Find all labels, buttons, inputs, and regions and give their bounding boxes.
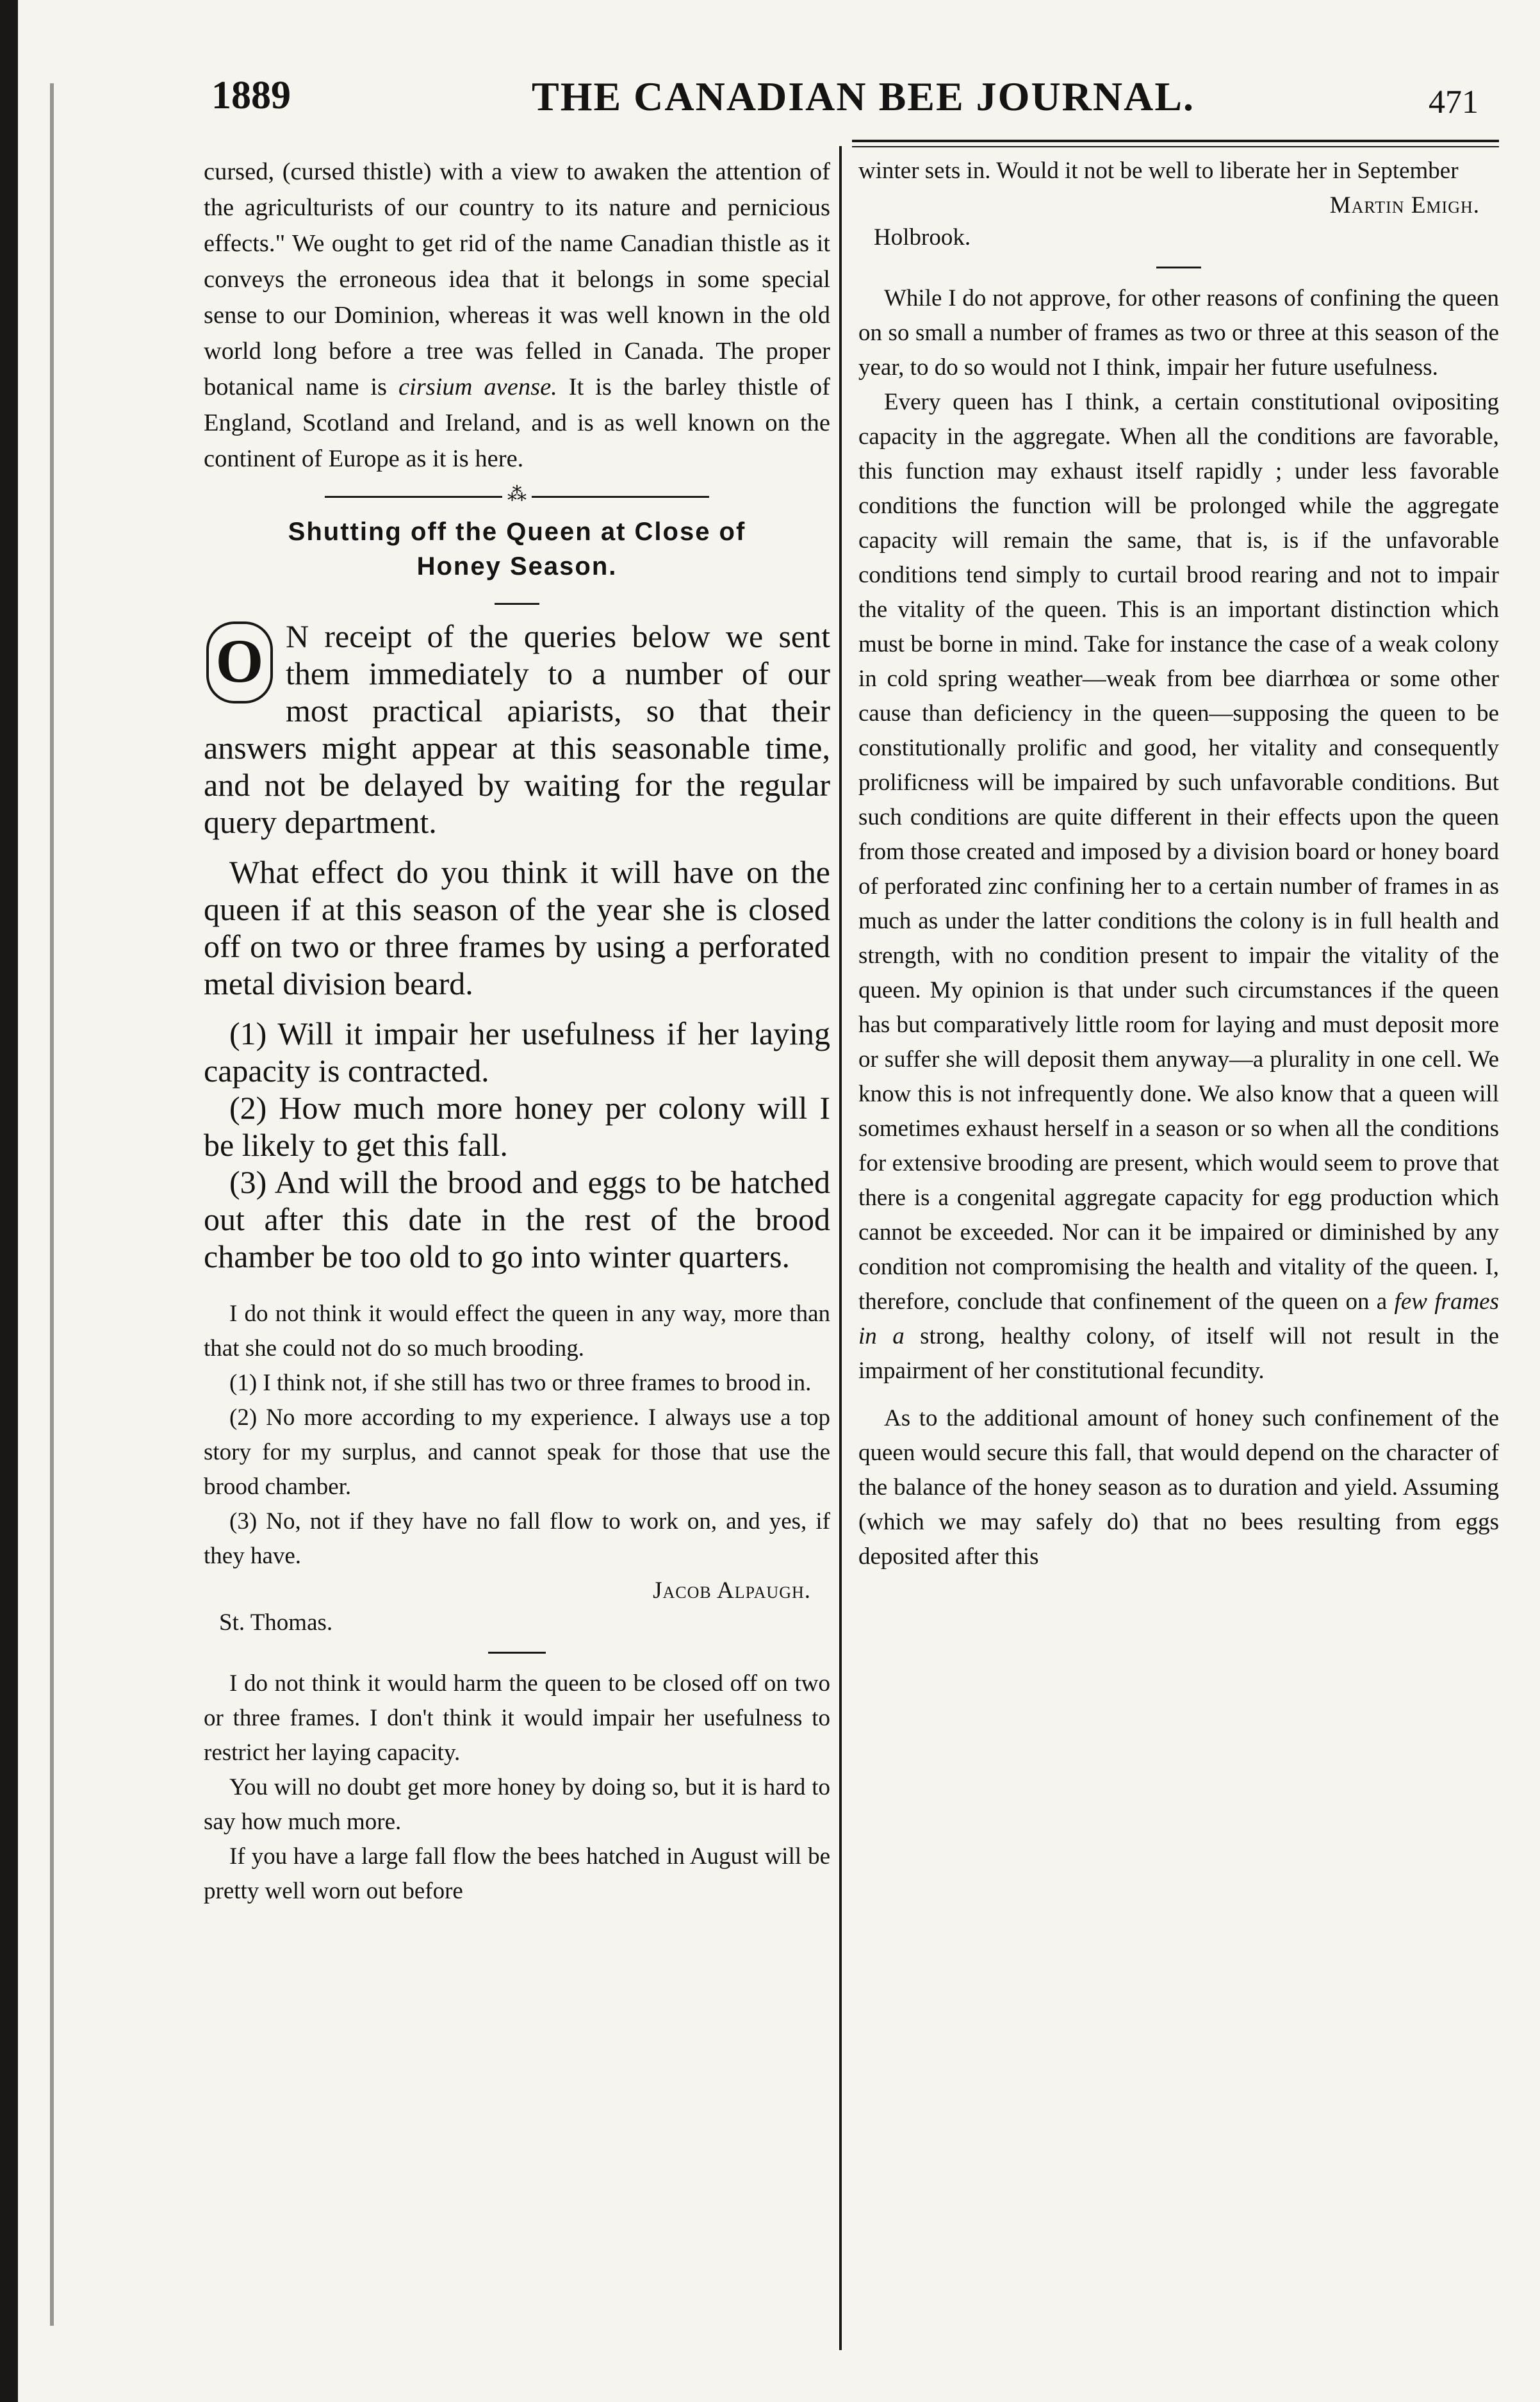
intro-text: N receipt of the queries below we sent them immediately to a number of our most practical apiarists, so that their answers might appear at this seasonable time, and not be delayed by waiting for the regular query department. <box>204 618 830 840</box>
signature-alpaugh: Jacob Alpaugh. <box>653 1577 811 1604</box>
text-run: It is the barley thistle of England, Scotland and Ireland, and is as well known on the continent of Europe as it is here. <box>204 374 830 472</box>
drop-cap: O <box>206 621 273 703</box>
answer-2-continued: winter sets in. Would it not be well to liberate her in September <box>858 158 1459 184</box>
text-run: cursed, (cursed thistle) with a view to awaken the attention of the agriculturists of our country to its nature and pernicious effects." We ought to get rid of the name Canadian thistle as it conveys the erroneous idea that it belongs in some special sense to our Dominion, whereas it was well known in the old world long before a tree was felled in Canada. The proper botanical name is <box>204 158 830 400</box>
answer-3-part-1: While I do not approve, for other reasons of confining the queen on so small a number of frames as two or three at this season of the year, to do so would not I think, impair her future usefulness. <box>858 285 1499 381</box>
section-ornament <box>325 484 709 505</box>
answer-1-part-3: (3) No, not if they have no fall flow to work on, and yes, if they have. <box>204 1508 830 1569</box>
journal-title: THE CANADIAN BEE JOURNAL. <box>532 74 1195 119</box>
query-3: (3) And will the brood and eggs to be hatched out after this date in the rest of the brood chamber be too old to go into winter quarters. <box>204 1164 830 1274</box>
text-run: Every queen has I think, a certain constitutional ovipositing capacity in the aggregate. When all the conditions are favorable, this function may exhaust itself rapidly ; under less favorable conditions the function will be prolonged while the aggregate capacity will remain the same, that is, is if the unfavorable conditions tend simply to curtail brood rearing and not to impair the vitality of the queen. This is an important distinction which must be borne in mind. Take for instance the case of a weak colony in cold spring weather—weak from bee diarrhœa or some other cause than deficiency in the queen—supposing the queen to be constitutionally prolific and good, her vitality and consequently prolificness will be impaired by such unfavorable conditions. But such conditions are quite different in their effects upon the queen from those created and imposed by a division board or honey board of perforated zinc confining her to a certain number of frames in as much as under the latter conditions the colony is in full health and strength, with no condition present to impair the vitality of the queen. My opinion is that under such circumstances if the queen has but comparatively little room for laying and must deposit more or suffer she will deposit them anyway—a plurality in one cell. We know this is not infrequently done. We also know that a queen will sometimes exhaust herself in a season or so when all the conditions for extensive brooding are present, which would seem to prove that there is a congenital aggregate capacity for egg production which cannot be exceeded. Nor can it be impaired or diminished by any condition not compromising the health and vitality of the queen. I, therefore, conclude that confinement of the queen on a <box>858 389 1499 1315</box>
query-main: What effect do you think it will have on the queen if at this season of the year she is closed off on two or three frames by using a perforated metal division beard. <box>204 854 830 1001</box>
header-year: 1889 <box>211 74 291 117</box>
query-1: (1) Will it impair her usefulness if her laying capacity is contracted. <box>204 1016 830 1089</box>
dash-rule <box>1156 267 1201 268</box>
query-2: (2) How much more honey per colony will I be likely to get this fall. <box>204 1090 830 1163</box>
answer-1-part-2: (2) No more according to my experience. I always use a top story for my surplus, and cannot speak for those that use the brood chamber. <box>204 1404 830 1500</box>
answer-3-part-3: As to the additional amount of honey such confinement of the queen would secure this fall, that would depend on the character of the balance of the honey season as to duration and yield. Assuming (which we may safely do) that no bees resulting from eggs deposited after this <box>858 1405 1499 1570</box>
right-column <box>858 154 1499 1574</box>
section-heading <box>204 514 830 584</box>
signature-emigh: Martin Emigh. <box>1329 192 1480 218</box>
dash-rule <box>488 1652 546 1654</box>
header-rule <box>852 140 1499 142</box>
answer-3-part-2 <box>858 385 1499 1388</box>
page-number: 471 <box>1429 84 1479 120</box>
answer-2-part-2: You will no doubt get more honey by doing so, but it is hard to say how much more. <box>204 1774 830 1835</box>
section-heading-line-1: Shutting off the Queen at Close of <box>288 518 746 546</box>
answer-2-part-3: If you have a large fall flow the bees hatched in August will be pretty well worn out before <box>204 1843 830 1904</box>
left-column <box>204 154 830 1909</box>
header-rule-thin <box>852 146 1499 147</box>
answer-2-part-1: I do not think it would harm the queen to be closed off on two or three frames. I don't think it would impair her usefulness to restrict her laying capacity. <box>204 1670 830 1766</box>
ornament-glyph: ⁂ <box>502 484 532 505</box>
paragraph-thistle <box>204 154 830 477</box>
italic-botanical-name: cirsium avense. <box>398 374 557 400</box>
intro-paragraph <box>204 618 830 841</box>
binding-shadow <box>50 83 54 2326</box>
answer-1-intro: I do not think it would effect the queen in any way, more than that she could not do so much brooding. <box>204 1301 830 1361</box>
answer-1-part-1: (1) I think not, if she still has two or three frames to brood in. <box>229 1370 812 1396</box>
italic-phrase: few frames in a <box>858 1288 1499 1349</box>
place-st-thomas: St. Thomas. <box>219 1609 333 1636</box>
column-divider <box>839 146 842 2350</box>
text-run: strong, healthy colony, of itself will not result in the impairment of her constitutional fecundity. <box>858 1323 1500 1384</box>
section-heading-line-2: Honey Season. <box>416 552 618 580</box>
binding-edge <box>0 0 18 2402</box>
running-header <box>211 64 1518 135</box>
place-holbrook: Holbrook. <box>874 224 971 251</box>
dash-rule <box>495 603 539 605</box>
